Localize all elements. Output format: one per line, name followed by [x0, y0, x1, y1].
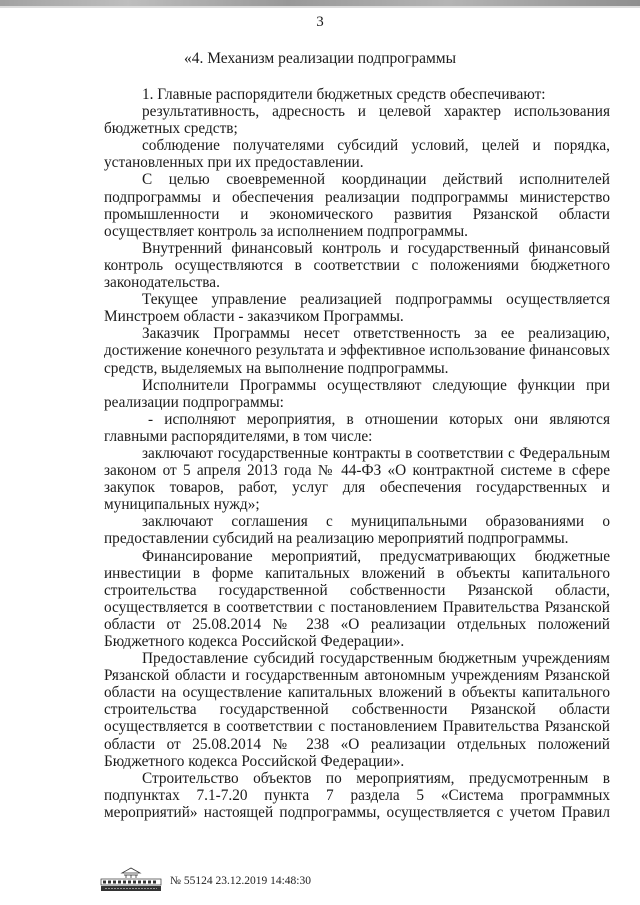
page-number: 3	[316, 14, 324, 30]
text-line: достижение конечного результата и эффективное использование финансовых	[104, 342, 610, 360]
text-line: 1. Главные распорядители бюджетных средств обеспечивают:	[142, 86, 546, 103]
text-line: мероприятий» настоящей подпрограммы, осуществляется с учетом Правил	[104, 803, 610, 821]
text-line: соблюдение получателями субсидий условий, целей и порядка,	[142, 137, 610, 155]
text-line: области от 25.08.2014 № 238 «О реализации отдельных положений	[104, 615, 610, 633]
text-line: Заказчик Программы несет ответственность за ее реализацию,	[142, 325, 610, 343]
text-line: главными распорядителями, в том числе:	[104, 427, 373, 445]
body-text	[104, 86, 610, 821]
text-line: подпрограммы и обеспечения реализации подпрограммы министерство	[104, 188, 610, 206]
scan-top-edge-line	[0, 6, 640, 8]
text-line: законом от 5 апреля 2013 года № 44-ФЗ «О контрактной системе в сфере	[104, 462, 610, 480]
text-line: Рязанской области и государственным автономным учреждениям Рязанской	[104, 667, 610, 685]
text-line: строительства государственной собственности Рязанской области,	[104, 581, 610, 599]
document-footer	[100, 866, 360, 894]
text-line: Бюджетного кодекса Российской Федерации».	[104, 752, 405, 770]
text-line: реализации подпрограммы:	[104, 393, 284, 411]
text-line: области на осуществление капитальных вложений в объекты капитального	[104, 684, 610, 702]
text-line: инвестиции в форме капитальных вложений в объекты капитального	[104, 564, 610, 582]
text-line: результативность, адресность и целевой характер использования	[142, 103, 610, 121]
document-registration-stamp	[170, 875, 311, 887]
text-line: Предоставление субсидий государственным бюджетным учреждениям	[142, 650, 610, 668]
text-line: осуществляет контроль за исполнением подпрограммы.	[104, 222, 468, 240]
document-number: № 55124	[170, 875, 213, 887]
text-line: Бюджетного кодекса Российской Федерации».	[104, 633, 405, 650]
text-line: установленных при их предоставлении.	[104, 154, 364, 172]
text-line: Минстроем области - заказчиком Программы.	[104, 308, 404, 326]
text-line: законодательства.	[104, 274, 220, 292]
text-line: промышленности и экономического развития Рязанской области	[104, 205, 610, 223]
text-line: муниципальных нужд»;	[104, 496, 260, 514]
text-line: средств, выделяемых на выполнение подпрограммы.	[104, 359, 449, 377]
text-line: - исполняют мероприятия, в отношении которых они являются	[148, 410, 610, 428]
text-line: Строительство объектов по мероприятиям, предусмотренным в	[142, 769, 610, 787]
text-line: строительства государственной собственности Рязанской области	[104, 701, 610, 719]
text-line: Внутренний финансовый контроль и государственный финансовый	[142, 239, 610, 257]
text-line: Текущее управление реализацией подпрограммы осуществляется	[142, 291, 610, 309]
registry-stamp-icon	[100, 866, 162, 892]
text-line: С целью своевременной координации действий исполнителей	[142, 171, 610, 189]
text-line: осуществляется в соответствии с постановлением Правительства Рязанской	[104, 598, 610, 616]
text-line: заключают государственные контракты в соответствии с Федеральным	[142, 444, 610, 462]
text-line: контроль осуществляются в соответствии с положениями бюджетного	[104, 256, 610, 274]
text-line: заключают соглашения с муниципальными образованиями о	[142, 513, 610, 531]
text-line: осуществляется в соответствии с постановлением Правительства Рязанской	[104, 718, 610, 736]
text-line: Финансирование мероприятий, предусматривающих бюджетные	[142, 547, 610, 565]
text-line: подпунктах 7.1-7.20 пункта 7 раздела 5 «Система программных	[104, 786, 610, 804]
text-line: Исполнители Программы осуществляют следующие функции при	[142, 376, 610, 394]
text-line: предоставлении субсидий на реализацию мероприятий подпрограммы.	[104, 530, 569, 548]
document-timestamp: 23.12.2019 14:48:30	[215, 875, 311, 887]
text-line: бюджетных средств;	[104, 120, 238, 138]
section-heading: «4. Механизм реализации подпрограммы	[183, 50, 457, 67]
text-line: закупок товаров, работ, услуг для обеспечения государственных и	[104, 479, 610, 497]
text-line: области от 25.08.2014 № 238 «О реализации отдельных положений	[104, 735, 610, 753]
